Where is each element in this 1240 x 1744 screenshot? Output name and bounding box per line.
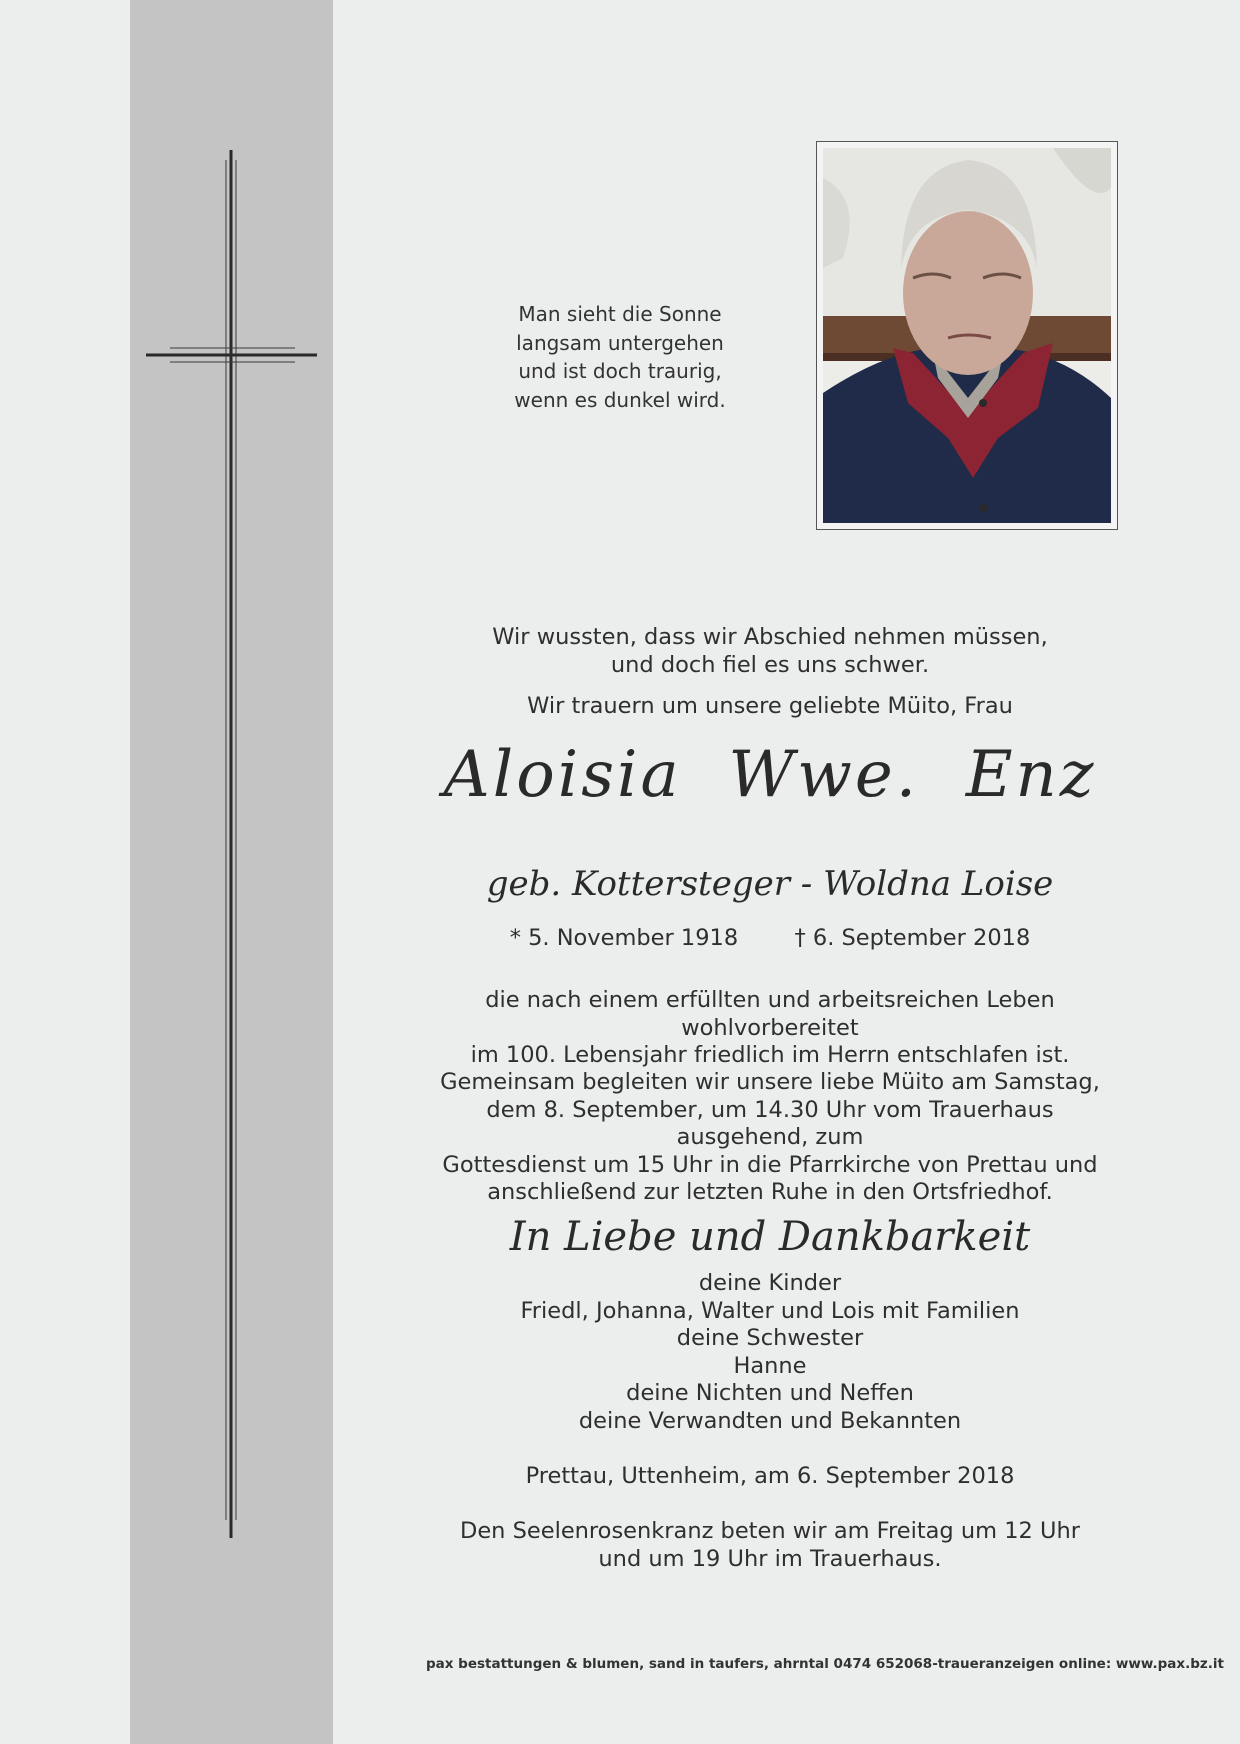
funeral-line: Gemeinsam begleiten wir unsere liebe Müito am Samstag, <box>440 1069 1100 1095</box>
funeral-line: dem 8. September, um 14.30 Uhr vom Trauerhaus ausgehend, zum <box>486 1096 1054 1150</box>
mourner-line: deine Schwester <box>676 1325 864 1351</box>
deceased-name: Aloisia Wwe. Enz <box>443 738 1097 812</box>
poem-line: wenn es dunkel wird. <box>514 387 726 412</box>
mourner-line: deine Nichten und Neffen <box>626 1380 914 1406</box>
mourner-line: Friedl, Johanna, Walter und Lois mit Familien <box>520 1297 1020 1324</box>
intro-text <box>420 624 1120 679</box>
poem <box>480 300 760 414</box>
death-date: † 6. September 2018 <box>794 925 1031 951</box>
funeral-line: Gottesdienst um 15 Uhr in die Pfarrkirche von Prettau und <box>442 1151 1098 1178</box>
mourning-line: Wir trauern um unsere geliebte Müito, Frau <box>527 693 1013 719</box>
portrait-frame <box>816 141 1118 530</box>
birth-date: * 5. November 1918 <box>509 925 739 951</box>
mourner-line: deine Kinder <box>698 1270 842 1296</box>
mourners-list <box>420 1270 1120 1435</box>
portrait-photo <box>823 148 1111 523</box>
rosary-line: Den Seelenrosenkranz beten wir am Freitag um 12 Uhr <box>460 1518 1080 1544</box>
poem-line: Man sieht die Sonne <box>518 302 722 326</box>
life-text <box>420 987 1120 1070</box>
cross-icon <box>0 0 340 1560</box>
poem-line: und ist doch traurig, <box>518 359 722 383</box>
thanks-heading: In Liebe und Dankbarkeit <box>509 1214 1031 1260</box>
birth-name: geb. Kottersteger - Woldna Loise <box>486 864 1054 904</box>
poem-line: langsam untergehen <box>516 330 724 355</box>
place-date: Prettau, Uttenheim, am 6. September 2018 <box>525 1463 1015 1489</box>
funeral-text <box>420 1069 1120 1207</box>
life-dates <box>420 925 1120 951</box>
mourner-line: Hanne <box>733 1352 807 1379</box>
intro-line: und doch fiel es uns schwer. <box>610 651 930 678</box>
intro-line: Wir wussten, dass wir Abschied nehmen müssen, <box>492 624 1048 650</box>
life-line: im 100. Lebensjahr friedlich im Herrn entschlafen ist. <box>470 1042 1070 1068</box>
footer-text: pax bestattungen & blumen, sand in taufers, ahrntal 0474 652068-traueranzeigen online: www.pax.bz.it <box>426 1656 1224 1672</box>
funeral-line: anschließend zur letzten Ruhe in den Ortsfriedhof. <box>487 1179 1053 1205</box>
rosary-text <box>420 1518 1120 1573</box>
life-line: die nach einem erfüllten und arbeitsreichen Leben wohlvorbereitet <box>485 987 1055 1041</box>
mourner-line: deine Verwandten und Bekannten <box>578 1407 962 1434</box>
rosary-line: und um 19 Uhr im Trauerhaus. <box>598 1545 942 1572</box>
